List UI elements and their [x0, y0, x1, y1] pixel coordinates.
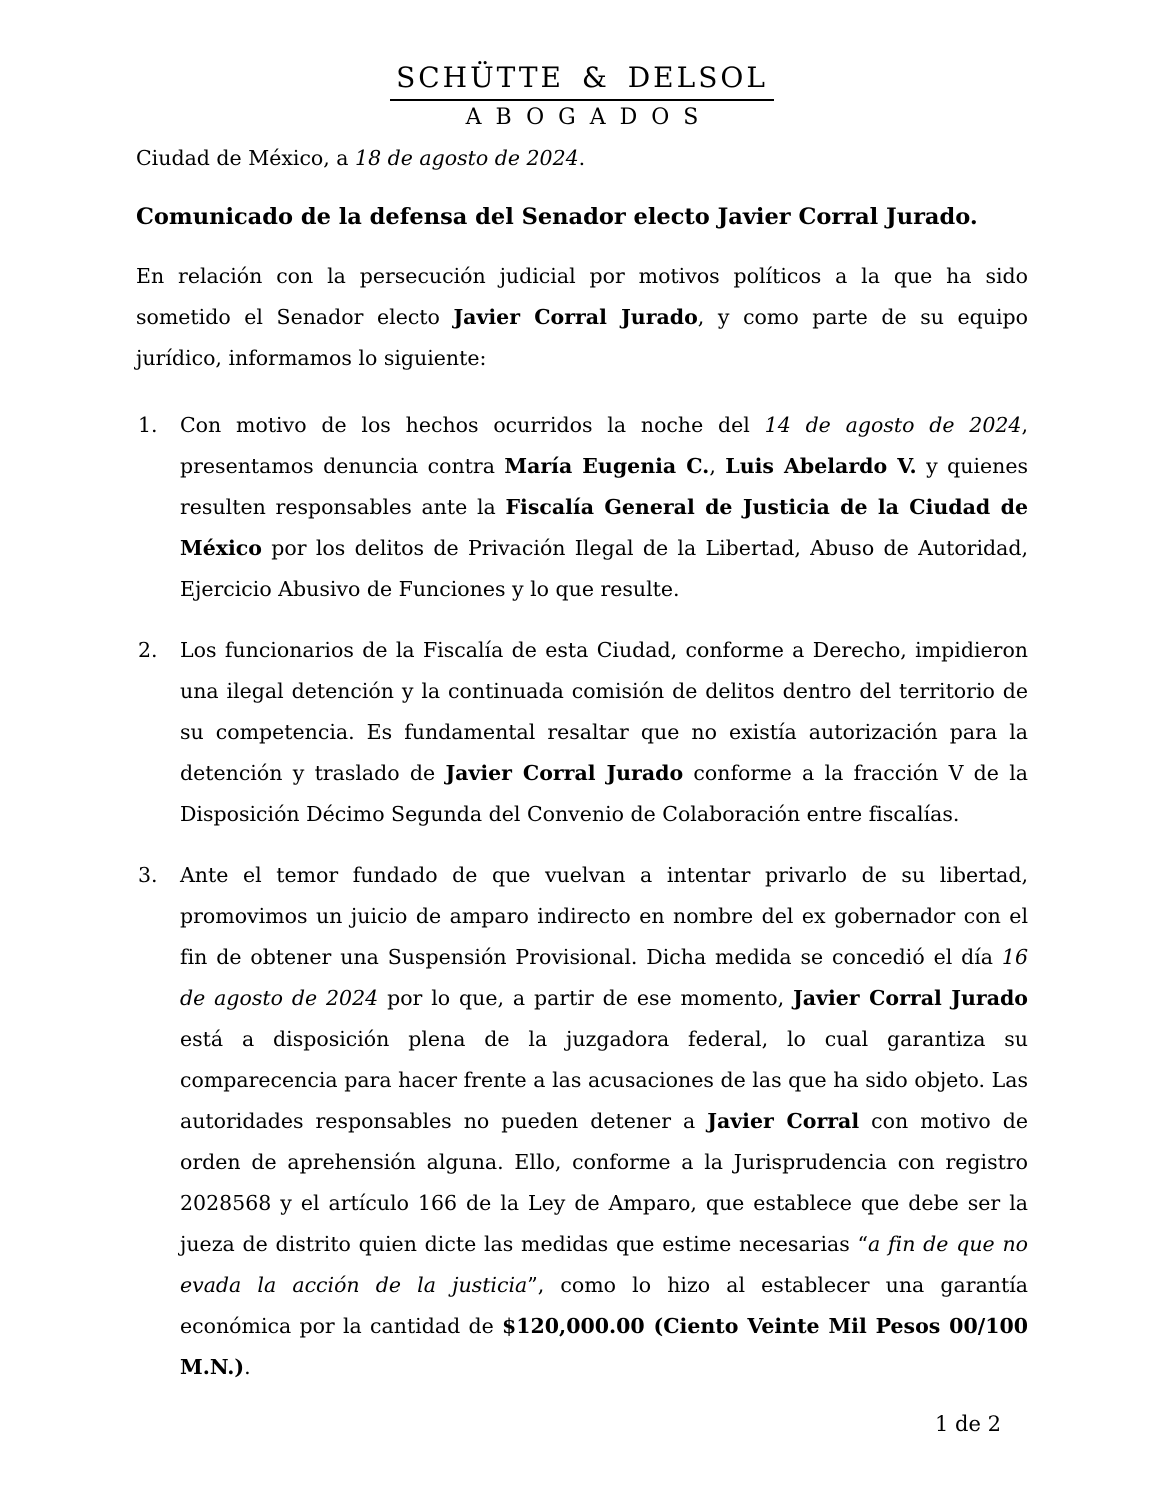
firm-subtitle: ABOGADOS [465, 105, 713, 130]
dateline: Ciudad de México, a 18 de agosto de 2024. [136, 146, 586, 170]
list-item-3 [136, 855, 1028, 1388]
document-title: Comunicado de la defensa del Senador electo Javier Corral Jurado. [136, 204, 978, 230]
intro-paragraph: En relación con la persecución judicial por motivos políticos a la que ha sido sometido el Senador electo Javier Corral Jurado, y como parte de su equipo jurídico, informamos lo siguiente: [136, 264, 1028, 370]
list-item-3-text: Ante el temor fundado de que vuelvan a intentar privarlo de su libertad, promovimos un juicio de amparo indirecto en nombre del ex gobernador con el fin de obtener una Suspensión Provisional. Dicha medida se concedió el día 16 de agosto de 2024 por lo que, a partir de ese momento, Javier Corral Jurado está a disposición plena de la juzgadora federal, lo cual garantiza su comparecencia para hacer frente a las acusaciones de las que ha sido objeto. Las autoridades responsables no pueden detener a Javier Corral con motivo de orden de aprehensión alguna. Ello, conforme a la Jurisprudencia con registro 2028568 y el artículo 166 de la Ley de Amparo, que establece que debe ser la jueza de distrito quien dicte las medidas que estime necesarias “a fin de que no evada la acción de la justicia”, como lo hizo al establecer una garantía económica por la cantidad de $120,000.00 (Ciento Veinte Mil Pesos 00/100 M.N.). [180, 863, 1029, 1379]
letterhead [136, 62, 1028, 138]
numbered-list [136, 405, 1028, 1388]
page-number: 1 de 2 [935, 1412, 1001, 1436]
list-item-2-text: Los funcionarios de la Fiscalía de esta Ciudad, conforme a Derecho, impidieron una ilegal detención y la continuada comisión de delitos dentro del territorio de su competencia. Es fundamental resaltar que no existía autorización para la detención y traslado de Javier Corral Jurado conforme a la fracción V de la Disposición Décimo Segunda del Convenio de Colaboración entre fiscalías. [180, 638, 1029, 826]
firm-logo [390, 62, 774, 131]
list-item-1 [136, 405, 1028, 610]
firm-name: SCHÜTTE & DELSOL [390, 62, 774, 101]
list-item-2 [136, 630, 1028, 835]
list-item-3-number: 3. [138, 863, 158, 887]
list-item-1-number: 1. [138, 413, 158, 437]
list-item-2-number: 2. [138, 638, 158, 662]
list-item-1-text: Con motivo de los hechos ocurridos la noche del 14 de agosto de 2024, presentamos denuncia contra María Eugenia C., Luis Abelardo V. y quienes resulten responsables ante la Fiscalía General de Justicia de la Ciudad de México por los delitos de Privación Ilegal de la Libertad, Abuso de Autoridad, Ejercicio Abusivo de Funciones y lo que resulte. [180, 413, 1028, 601]
